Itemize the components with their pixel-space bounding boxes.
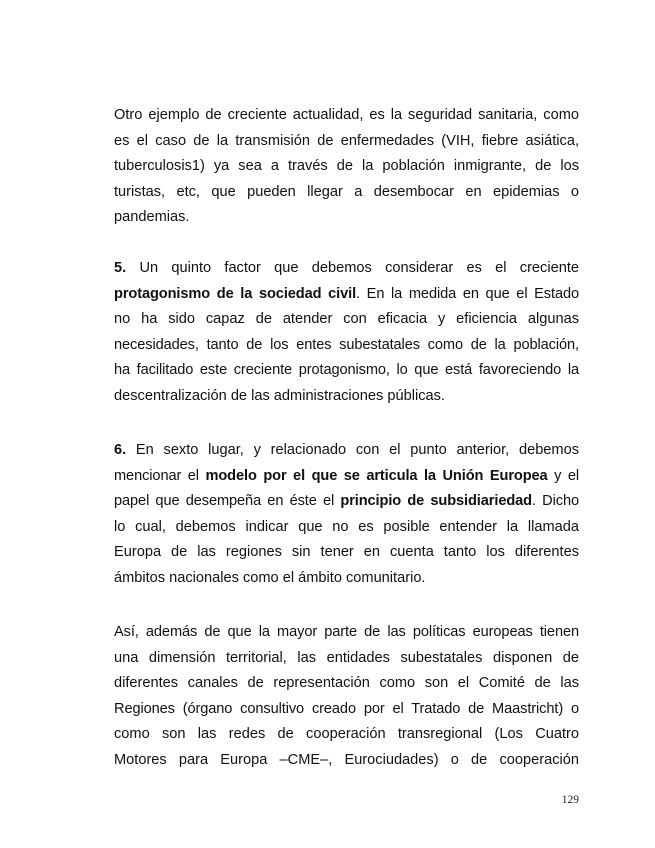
item-number: 5. [114, 260, 127, 276]
text-line [114, 282, 579, 308]
text-line: pandemias. [114, 209, 190, 225]
bold-phrase: modelo por el que se articula la Unión Europea [205, 467, 548, 484]
page-number: 129 [561, 794, 579, 806]
text-line [114, 256, 579, 282]
item-number: 6. [114, 442, 127, 458]
text-line: Europa de las regiones sin tener en cuenta tanto los diferentes [114, 544, 579, 560]
paragraph-european-union [114, 438, 579, 591]
text-line: Regiones (órgano consultivo creado por el Tratado de Maastricht) o [114, 700, 579, 717]
paragraph-representation-channels [114, 620, 579, 773]
text-line: es el caso de la transmisión de enfermedades (VIH, fiebre asiática, [114, 132, 579, 149]
text-line: Así, además de que la mayor parte de las políticas europeas tienen [114, 624, 579, 640]
text-line [114, 489, 579, 515]
text-segment: . Dicho [531, 493, 579, 509]
text-segment: . En la medida en que el Estado [356, 285, 579, 302]
text-line: necesidades, tanto de los entes subestatales como de la población, [114, 336, 579, 353]
text-line: tuberculosis1) ya sea a través de la población inmigrante, de los [114, 158, 579, 174]
paragraph-sanitary-security [114, 103, 579, 231]
text-segment: mencionar el [114, 467, 206, 484]
text-line: Motores para Europa –CME–, Eurociudades) o de cooperación [114, 751, 579, 768]
text-line: no ha sido capaz de atender con eficacia y eficiencia algunas [114, 311, 579, 327]
text-line: como son las redes de cooperación transregional (Los Cuatro [114, 726, 579, 742]
paragraph-civil-society [114, 256, 579, 409]
bold-phrase: protagonismo de la sociedad civil [114, 285, 357, 302]
text-line: turistas, etc, que pueden llegar a desembocar en epidemias o [114, 183, 579, 200]
text-line: ámbitos nacionales como el ámbito comunitario. [114, 569, 426, 586]
text-segment: papel que desempeña en éste el [114, 493, 341, 509]
bold-phrase: principio de subsidiariedad [340, 493, 532, 509]
text-line [114, 438, 579, 464]
text-line: descentralización de las administraciones públicas. [114, 387, 445, 404]
text-segment: Un quinto factor que debemos considerar es el creciente [126, 260, 579, 276]
text-line: una dimensión territorial, las entidades subestatales disponen de [114, 649, 579, 666]
text-line: lo cual, debemos indicar que no es posible entender la llamada [114, 518, 579, 535]
text-line: Otro ejemplo de creciente actualidad, es la seguridad sanitaria, como [114, 107, 579, 123]
text-line [114, 464, 579, 490]
text-line: diferentes canales de representación como son el Comité de las [114, 675, 579, 691]
text-segment: En sexto lugar, y relacionado con el punto anterior, debemos [126, 442, 579, 458]
text-segment: y el [547, 467, 579, 484]
text-line: ha facilitado este creciente protagonismo, lo que está favoreciendo la [114, 362, 579, 378]
